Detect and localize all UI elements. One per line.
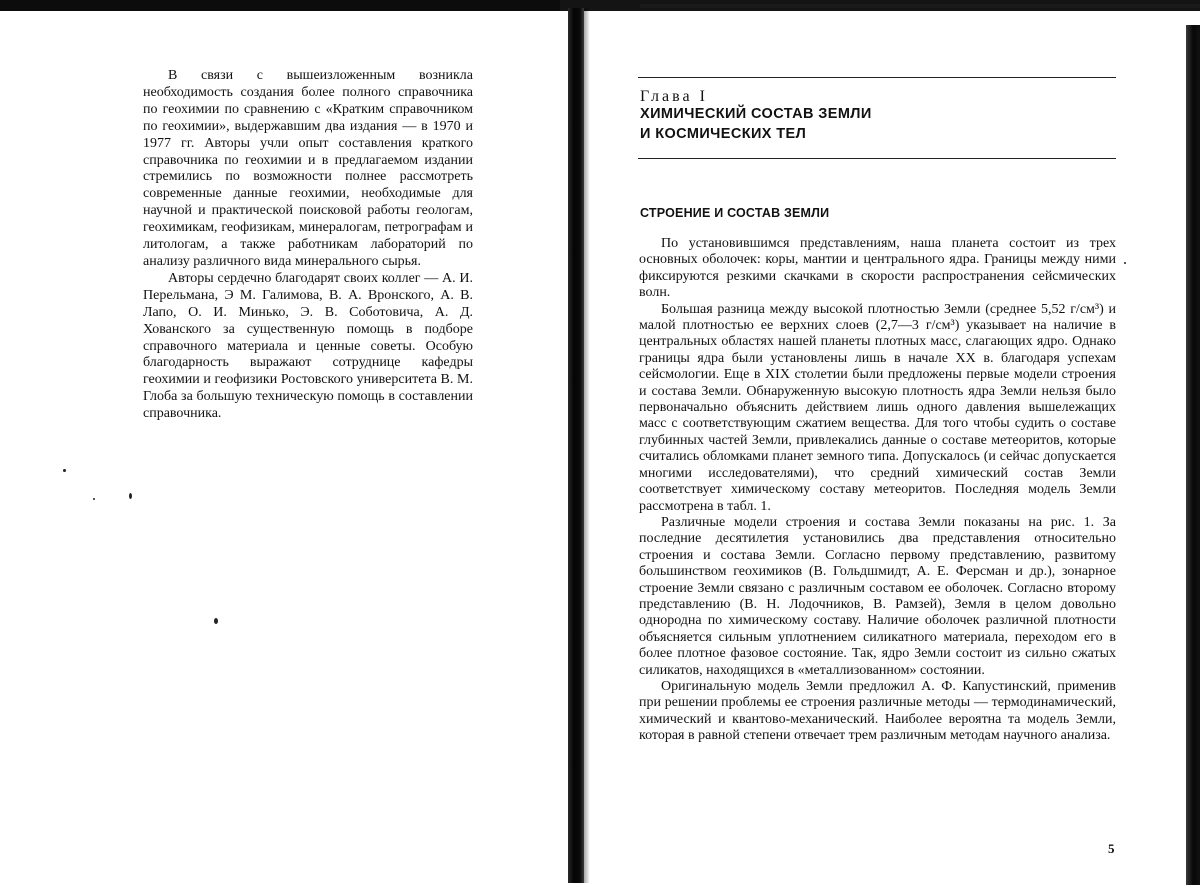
chapter-title-line-2: И КОСМИЧЕСКИХ ТЕЛ	[640, 126, 807, 142]
right-paragraph-1: По установившимся представлениям, наша планета состоит из трех основных оболочек: коры, мантии и центрального ядра. Границы между ними фиксируются резкими скачками в скорости распространения сейсмических волн.	[639, 236, 1116, 301]
right-paragraph-4: Оригинальную модель Земли предложил А. Ф. Капустинский, применив при решении проблемы ее строения различные методы — термодинамический, химический и квантово-механический. Наиболее вероятна та модель Земли, которая в равной степени отвечает трем различным методам научного анализа.	[639, 678, 1116, 744]
scan-speck	[93, 498, 95, 500]
section-title: СТРОЕНИЕ И СОСТАВ ЗЕМЛИ	[640, 206, 830, 220]
scan-top-border-right	[640, 4, 1200, 8]
chapter-rule-top	[638, 77, 1116, 78]
chapter-title	[640, 104, 872, 144]
left-page-text	[143, 68, 473, 423]
book-spine-shadow	[568, 8, 584, 883]
chapter-rule-bottom	[638, 158, 1116, 159]
scan-speck	[129, 493, 132, 499]
book-spine-gradient	[584, 8, 590, 883]
scan-right-edge	[1186, 25, 1200, 885]
scan-speck	[1124, 262, 1126, 264]
page-number: 5	[1108, 841, 1115, 856]
right-paragraph-3: Различные модели строения и состава Земли показаны на рис. 1. За последние десятилетия установились два представления относительно строения и состава Земли. Согласно первому представлению, развитому большинством геохимиков (В. Гольдшмидт, А. Е. Ферсман и др.), зонарное строение Земли связано с различным составом ее оболочек. Согласно второму представлению (В. Н. Лодочников, В. Рамзей), Земля в целом довольно однородна по химическому составу. Наличие оболочек различной плотности объясняется сильным уплотнением силикатного материала, переходом его в более плотное фазовое состояние. Так, ядро Земли состоит из сильно сжатых силикатов, находящихся в «металлизованном» состоянии.	[639, 514, 1116, 678]
chapter-label: Глава I	[640, 88, 708, 105]
scan-speck	[214, 618, 218, 624]
scan-top-border-left	[0, 0, 560, 11]
left-paragraph-1: В связи с вышеизложенным возникла необходимость создания более полного справочника по геохимии по сравнению с «Кратким справочником по геохимии», выдержавшим два издания — в 1970 и 1977 гг. Авторы учли опыт составления краткого справочника по геохимии и в предлагаемом издании стремились по возможности полнее рассмотреть современные данные геохимии, необходимые для научной и практической поисковой работы геологам, геохимикам, геофизикам, минералогам, петрографам и литологам, а также работникам лабораторий по анализу различного вида минерального сырья.	[143, 68, 473, 269]
chapter-title-line-1: ХИМИЧЕСКИЙ СОСТАВ ЗЕМЛИ	[640, 106, 872, 122]
right-page-text	[639, 236, 1116, 745]
right-paragraph-2: Большая разница между высокой плотностью Земли (среднее 5,52 г/см³) и малой плотностью ее верхних слоев (2,7—3 г/см³) указывает на наличие в центральных областях нашей планеты плотных масс, слагающих ядро. Однако границы ядра были установлены лишь в начале XX в. благодаря успехам сейсмологии. Еще в XIX столетии были предложены первые модели строения и состава Земли. Обнаруженную высокую плотность ядра Земли нельзя было первоначально объяснить действием лишь одного давления вышележащих масс с соответствующим сжатием вещества. Для того чтобы судить о составе глубинных частей Земли, привлекались данные о составе метеоритов, которые считались обломками планет земного типа. Допускалось (и сейчас допускается многими исследователями), что средний химический состав Земли соответствует химическому составу метеоритов. Последняя модель Земли рассмотрена в табл. 1.	[639, 301, 1116, 514]
left-paragraph-2: Авторы сердечно благодарят своих коллег — А. И. Перельмана, Э М. Галимова, В. А. Вронского, А. В. Лапо, О. И. Минько, Э. В. Соботовича, А. Д. Хованского за существенную помощь в подборе справочного материала и ценные советы. Особую благодарность выражают сотруднице кафедры геохимии и геофизики Ростовского университета В. М. Глоба за большую техническую помощь в составлении справочника.	[143, 270, 473, 422]
scan-speck	[63, 469, 66, 472]
